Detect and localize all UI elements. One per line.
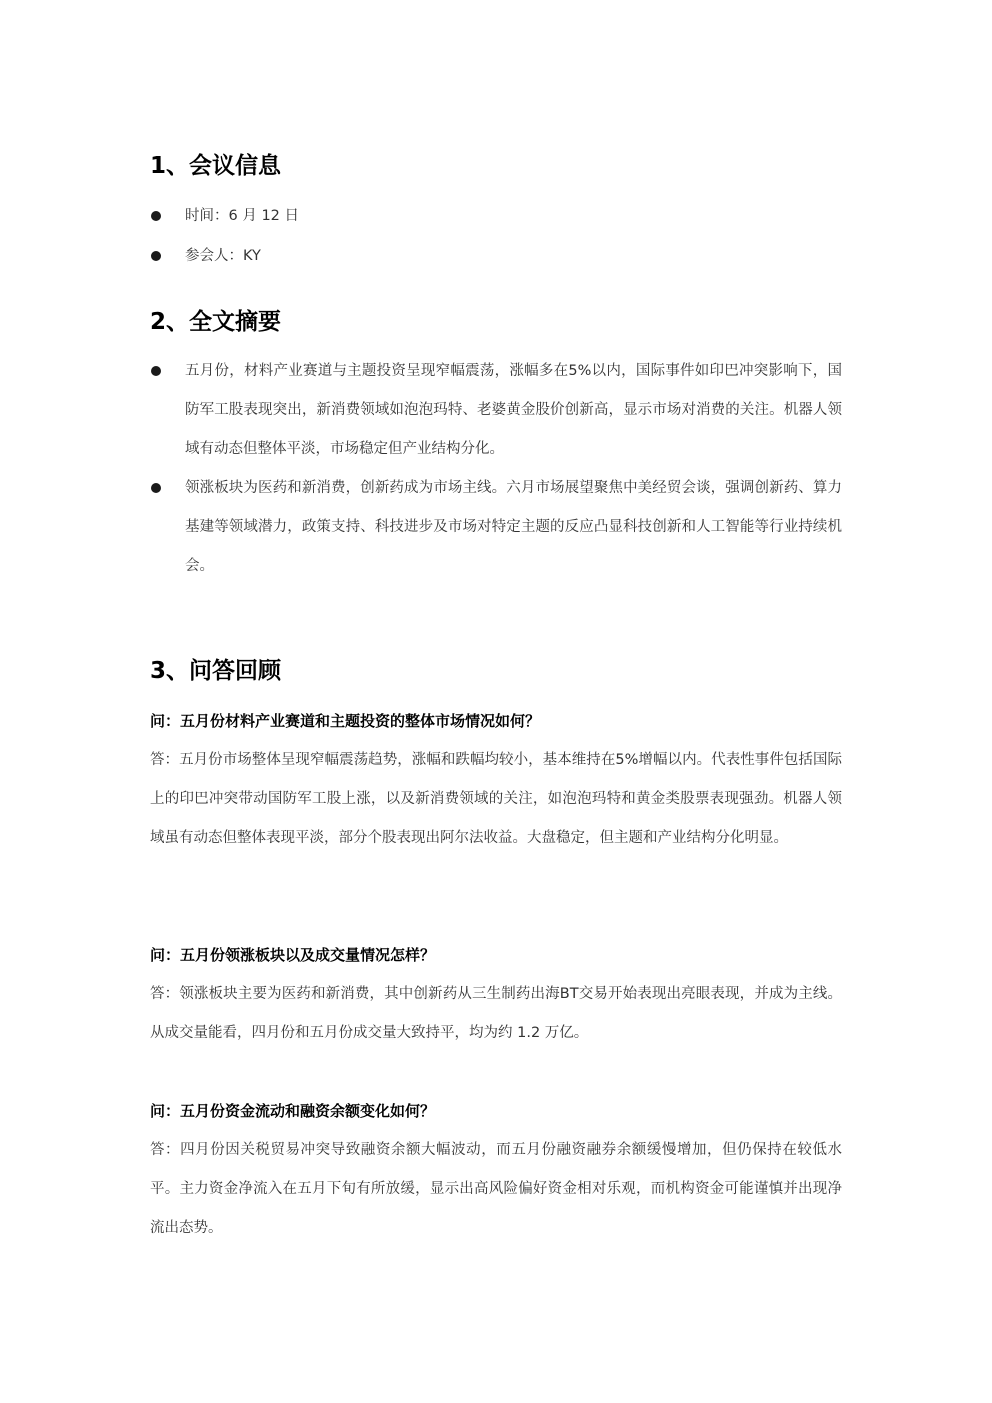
bullet-text: 时间：6 月 12 日: [185, 208, 300, 224]
section-heading-qa: 3、问答回顾: [150, 658, 282, 684]
bullet-dot-icon: [151, 366, 161, 376]
qa-question: 问：五月份领涨板块以及成交量情况怎样？: [150, 946, 436, 964]
bullet-text: 五月份，材料产业赛道与主题投资呈现窄幅震荡，涨幅多在5%以内，国际事件如印巴冲突影响下，国防军工股表现突出，新消费领域如泡泡玛特、老婆黄金股价创新高，显示市场对消费的关注。机器人领域有动态但整体平淡，市场稳定但产业结构分化。: [185, 363, 842, 457]
qa-answer: 答：领涨板块主要为医药和新消费，其中创新药从三生制药出海BT交易开始表现出亮眼表现，并成为主线。从成交量能看，四月份和五月份成交量大致持平，均为约 1.2 万亿。: [150, 986, 842, 1041]
bullet-dot-icon: [151, 483, 161, 493]
qa-answer: 答：四月份因关税贸易冲突导致融资余额大幅波动，而五月份融资融券余额缓慢增加，但仍保持在较低水平。主力资金净流入在五月下旬有所放缓，显示出高风险偏好资金相对乐观，而机构资金可能谨慎并出现净流出态势。: [150, 1142, 842, 1236]
qa-question: 问：五月份资金流动和融资余额变化如何？: [150, 1102, 436, 1120]
bullet-item-time: [150, 197, 842, 236]
bullet-item-participants: [150, 237, 842, 276]
bullet-dot-icon: [151, 211, 161, 221]
qa-question: 问：五月份材料产业赛道和主题投资的整体市场情况如何？: [150, 712, 541, 730]
bullet-text: 领涨板块为医药和新消费，创新药成为市场主线。六月市场展望聚焦中美经贸会谈，强调创新药、算力基建等领域潜力，政策支持、科技进步及市场对特定主题的反应凸显科技创新和人工智能等行业持续机会。: [185, 480, 842, 574]
bullet-dot-icon: [151, 251, 161, 261]
bullet-text: 参会人：KY: [185, 248, 261, 264]
bullet-item-summary-1: [150, 352, 842, 469]
bullet-item-summary-2: [150, 469, 842, 586]
section-heading-summary: 2、全文摘要: [150, 309, 282, 335]
section-heading-meeting-info: 1、会议信息: [150, 153, 282, 179]
qa-answer: 答：五月份市场整体呈现窄幅震荡趋势，涨幅和跌幅均较小，基本维持在5%增幅以内。代表性事件包括国际上的印巴冲突带动国防军工股上涨，以及新消费领域的关注，如泡泡玛特和黄金类股票表现强劲。机器人领域虽有动态但整体表现平淡，部分个股表现出阿尔法收益。大盘稳定，但主题和产业结构分化明显。: [150, 752, 842, 846]
